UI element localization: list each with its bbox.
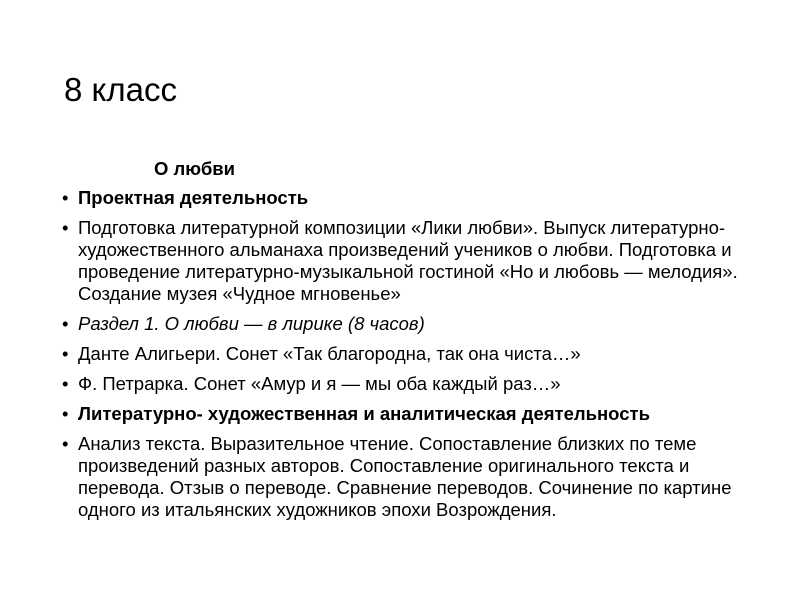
bullet-icon: •: [62, 343, 69, 364]
bullet-item-project-activity: [62, 187, 762, 209]
bullet-text: Проектная деятельность: [78, 187, 309, 208]
bullet-icon: •: [62, 433, 69, 454]
bullet-text: Данте Алигьери. Сонет «Так благородна, так она чиста…»: [78, 343, 581, 364]
bullet-text: Подготовка литературной композиции «Лики любви». Выпуск литературно- художественного альманаха произведений учеников о любви. Подготовка и проведение литературно-музыкальной гостиной «Но и любовь — мелодия». Создание музея «Чудное мгновенье»: [78, 217, 738, 304]
bullet-item-project-description: [62, 217, 762, 305]
bullet-icon: •: [62, 313, 69, 334]
bullet-item-analytical-activity: [62, 403, 762, 425]
bullet-item-analysis-description: [62, 433, 762, 521]
bullet-icon: •: [62, 373, 69, 394]
bullet-item-section-heading: [62, 313, 762, 335]
bullet-text: Раздел 1. О любви — в лирике (8 часов): [78, 313, 425, 334]
bullet-item-dante: [62, 343, 762, 365]
bullet-icon: •: [62, 403, 69, 424]
bullet-item-petrarch: [62, 373, 762, 395]
slide-title: 8 класс: [64, 71, 177, 108]
bullet-icon: •: [62, 217, 69, 238]
slide-content: [62, 158, 762, 529]
section-subtitle: О любви: [154, 158, 236, 179]
bullet-text: Анализ текста. Выразительное чтение. Сопоставление близких по теме произведений разных авторов. Сопоставление оригинального текста и перевода. Отзыв о переводе. Сравнение переводов. Сочинение по картине одного из итальянских художников эпохи Возрождения.: [78, 433, 732, 520]
bullet-text: Ф. Петрарка. Сонет «Амур и я — мы оба каждый раз…»: [78, 373, 561, 394]
bullet-text: Литературно- художественная и аналитическая деятельность: [78, 403, 650, 424]
bullet-list: [62, 187, 762, 521]
bullet-icon: •: [62, 187, 69, 208]
